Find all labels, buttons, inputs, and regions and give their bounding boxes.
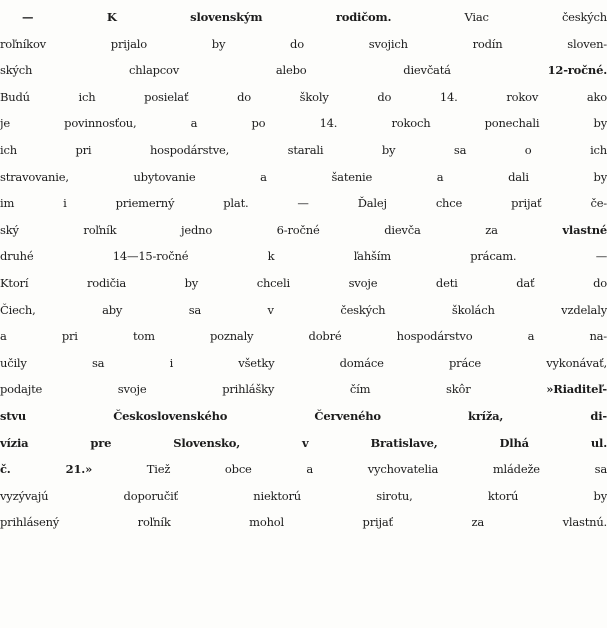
bold-text-run: stvu Československého Červeného kríža, di-: [0, 408, 607, 423]
article-line: [0, 483, 607, 510]
bold-text-run: vízia pre Slovensko, v Bratislave, Dlhá ul.: [0, 435, 607, 450]
article-line: [0, 137, 607, 164]
text-run: Budú ich posielať do školy do 14. rokov ako: [0, 89, 607, 104]
article-line: [0, 243, 607, 270]
text-run: druhé 14—15-ročné k ľahším prácam. —: [0, 249, 607, 264]
text-run: Viac českých: [391, 10, 607, 24]
article-line: [0, 4, 607, 31]
article-line: [0, 164, 607, 191]
text-run: vyzývajú doporučiť niektorú sirotu, ktorú by: [0, 488, 607, 503]
text-run: je povinnosťou, a po 14. rokoch ponechali by: [0, 116, 607, 131]
article-line: [0, 350, 607, 377]
article-line: [0, 31, 607, 58]
text-run: ských chlapcov alebo dievčatá: [0, 63, 548, 78]
article-line: [0, 323, 607, 350]
text-run: Tiež obce a vychovatelia mládeže sa: [92, 462, 607, 477]
text-run: učily sa i všetky domáce práce vykonávať,: [0, 355, 607, 370]
text-run: stravovanie, ubytovanie a šatenie a dali by: [0, 169, 607, 184]
bold-text-run: »Riaditeľ-: [546, 382, 607, 397]
text-run: a pri tom poznaly dobré hospodárstvo a na-: [0, 329, 607, 344]
article-line: [0, 297, 607, 324]
article-body: [0, 4, 607, 536]
article-line: [0, 270, 607, 297]
text-run: Ktorí rodičia by chceli svoje deti dať do: [0, 275, 607, 290]
article-line: [0, 430, 607, 457]
text-run: podajte svoje prihlášky čím skôr: [0, 382, 547, 397]
bold-text-run: vlastné: [562, 222, 607, 237]
bold-text-run: — K slovenským rodičom.: [22, 10, 392, 24]
article-line: [0, 84, 607, 111]
text-run: im i priemerný plat. — Ďalej chce prijať če-: [0, 196, 607, 211]
article-line: [0, 509, 607, 536]
article-line: [0, 456, 607, 483]
article-line: [0, 110, 607, 137]
article-line: [0, 403, 607, 430]
text-run: roľníkov prijalo by do svojich rodín sloven-: [0, 36, 607, 51]
article-line: [0, 57, 607, 84]
text-run: ský roľník jedno 6-ročné dievča za: [0, 222, 563, 237]
article-line: [0, 217, 607, 244]
article-line: [0, 376, 607, 403]
article-line: [0, 190, 607, 217]
text-run: prihlásený roľník mohol prijať za vlastnú.: [0, 515, 607, 530]
bold-text-run: č. 21.»: [0, 462, 93, 477]
bold-text-run: 12-ročné.: [547, 63, 607, 78]
text-run: ich pri hospodárstve, starali by sa o ich: [0, 142, 607, 157]
text-run: Čiech, aby sa v českých školách vzdelaly: [0, 302, 607, 317]
